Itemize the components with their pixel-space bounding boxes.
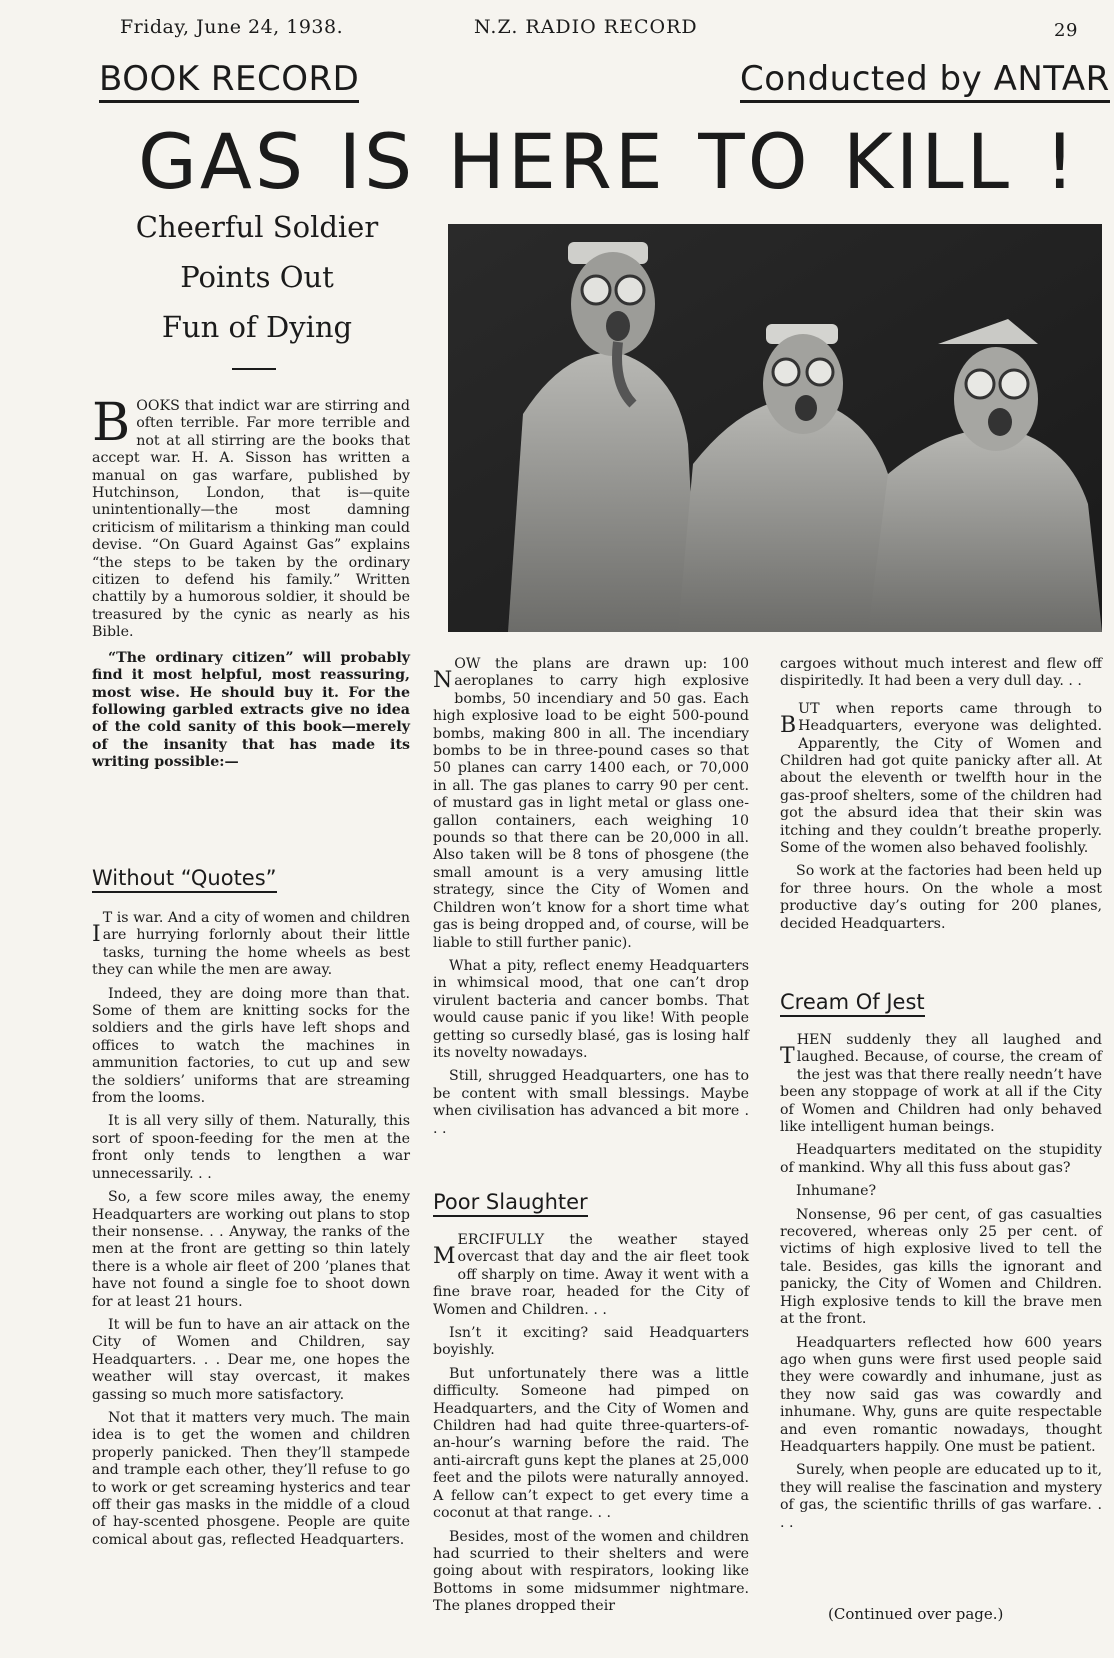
paragraph: N OW the plans are drawn up: 100 aeroplanes to carry high explosive bombs, 50 incendiary and 50 gas. Each high explosive load to be eight 500-pound bombs, making 800 in all. The incendiary bombs to be in three-pound cases so that 50 planes can carry 1400 each, or 70,000 in all. The gas planes to carry 90 per cent. of mustard gas in light metal or glass one-gallon containers, each weighing 10 pounds so that there can be 20,000 in all. Also taken will be 8 tons of phosgene (the small amount is a very amusing little strategy, since the City of Women and Children won’t know for a short time what gas is being dropped and, of course, will be liable to still further panic). <box>433 656 749 951</box>
paragraph: Not that it matters very much. The main idea is to get the women and children properly panicked. Then they’ll stampede and trample each other, they’ll refuse to go to work or get screaming hysterics and tear off their gas masks in the middle of a cloud of hay-scented phosgene. People are quite comical about gas, reflected Headquarters. <box>92 1409 410 1548</box>
paragraph: Indeed, they are doing more than that. Some of them are knitting socks for the soldiers and the girls have left shops and offices to watch the machines in ammunition factories, to cut up and sew the soldiers’ uniforms that are streaming from the looms. <box>92 985 410 1107</box>
paragraph: So work at the factories had been held up for three hours. On the whole a most productive day’s outing for 200 planes, decided Headquarters. <box>780 863 1102 932</box>
subheadline-line: Points Out <box>180 260 334 294</box>
paragraph: Inhumane? <box>796 1183 877 1200</box>
subhead-poor-slaughter: Poor Slaughter <box>433 1190 588 1217</box>
headline-word: ! <box>1044 117 1078 206</box>
intro-bold-paragraph: “The ordinary citizen” will probably find it most helpful, most reassuring, most wise. He should buy it. For the following garbled extracts give no idea of the cold sanity of this book—merely of the insanity that has made its writing possible:— <box>92 649 410 771</box>
drop-cap: B <box>92 393 131 453</box>
photo-image <box>448 224 1102 632</box>
headline-word: GAS <box>138 117 307 206</box>
middle-column <box>433 656 749 1144</box>
section-title: BOOK RECORD <box>99 62 359 103</box>
drop-cap: M <box>433 1244 456 1269</box>
paragraph: So, a few score miles away, the enemy Headquarters are working out plans to stop their nonsense. . . Anyway, the ranks of the men at the front are getting so thin lately there is a whole air fleet of 200 ’planes that have not found a single foe to shoot down for at least 21 hours. <box>92 1189 410 1310</box>
paragraph: cargoes without much interest and flew off dispiritedly. It had been a very dull day. . . <box>780 656 1102 690</box>
paragraph: T HEN suddenly they all laughed and laughed. Because, of course, the cream of the jest was that there really needn’t have been any stoppage of work at all if the City of Women and Children had only behaved like intelligent human beings. <box>780 1032 1102 1136</box>
paragraph: Isn’t it exciting? said Headquarters boyishly. <box>433 1325 749 1359</box>
cream-of-jest-section <box>780 1032 1102 1538</box>
soldiers-in-gas-masks-photo <box>448 224 1102 632</box>
headline-word: IS <box>338 117 416 206</box>
paragraph: M ERCIFULLY the weather stayed overcast that day and the air fleet took off sharply on time. Away it went with a fine brave roar, headed for the City of Women and Children. . . <box>433 1232 749 1318</box>
intro-paragraph: BOOKS that indict war are stirring and often terrible. Far more terrible and not at all stirring are the books that accept war. H. A. Sisson has written a manual on gas warfare, published by Hutchinson, London, that is—quite unintentionally—the most damning criticism of militarism a thinking man could devise. “On Guard Against Gas” explains “the steps to be taken by the ordinary citizen to defend his family.” Written chattily by a humorous soldier, it should be treasured by the cynic as nearly as his Bible. <box>92 393 410 641</box>
paragraph: I T is war. And a city of women and children are hurrying forlornly about their little tasks, turning the home wheels as best they can while the men are away. <box>92 910 410 979</box>
without-quotes-section <box>92 910 410 1555</box>
paragraph: It will be fun to have an air attack on the City of Women and Children, say Headquarters. . . Dear me, one hopes the weather will stay overcast, it makes gassing so much more satisfactory. <box>92 1316 410 1403</box>
paragraph: Surely, when people are educated up to it, they will realise the fascination and mystery of gas, the scientific thrills of gas warfare. . . . <box>780 1462 1102 1531</box>
paragraph: But unfortunately there was a little difficulty. Someone had pimped on Headquarters, and the City of Women and Children had had quite three-quarters-of-an-hour’s warning before the raid. The anti-aircraft guns kept the planes at 25,000 feet and the pilots were naturally annoyed. A fellow can’t expect to get every time a coconut at that range. . . <box>433 1365 749 1522</box>
headline-word: HERE <box>447 117 666 206</box>
headline-word: TO <box>698 117 811 206</box>
paragraph: Besides, most of the women and children had scurried to their shelters and were going about with respirators, looking like Bottoms in some midsummer nightmare. The planes dropped their <box>433 1528 749 1615</box>
drop-cap: I <box>92 922 101 947</box>
paragraph: B UT when reports came through to Headquarters, everyone was delighted. Apparently, the City of Women and Children had got quite panicky after all. At about the eleventh or twelfth hour in the gas-proof shelters, some of the children had got the absurd idea that their skin was itching and they couldn’t breathe properly. Some of the women also behaved foolishly. <box>780 700 1102 857</box>
continued-note: (Continued over page.) <box>828 1605 1004 1623</box>
publication-name: N.Z. RADIO RECORD <box>474 16 698 38</box>
paragraph: Headquarters reflected how 600 years ago when guns were first used people said they were cowardly and inhumane, just as they now said gas was cowardly and inhumane. Why, guns are quite respectable and even romantic nowadays, thought Headquarters happily. One must be patient. <box>780 1334 1102 1455</box>
right-column <box>780 656 1102 939</box>
headline-word: KILL <box>843 117 1012 206</box>
paragraph: Still, shrugged Headquarters, one has to be content with small blessings. Maybe when civilisation has advanced a bit more . . . <box>433 1068 749 1137</box>
drop-cap: N <box>433 668 453 693</box>
paragraph: What a pity, reflect enemy Headquarters in whimsical mood, that one can’t drop virulent bacteria and cancer bombs. That would cause panic if you like! With people getting so cursedly blasé, gas is losing half its novelty nowadays. <box>433 957 749 1061</box>
subhead-cream-of-jest: Cream Of Jest <box>780 990 925 1017</box>
paragraph: Nonsense, 96 per cent, of gas casualties recovered, whereas only 25 per cent. of victims of high explosive lived to tell the tale. Besides, gas kills the ignorant and panicky, the City of Women and Children. High explosive tends to kill the brave men at the front. <box>780 1206 1102 1328</box>
subheadline-line: Fun of Dying <box>161 310 353 344</box>
drop-cap: T <box>780 1044 795 1069</box>
intro-article <box>92 393 410 778</box>
drop-cap: B <box>780 712 797 738</box>
divider <box>232 368 276 370</box>
issue-date: Friday, June 24, 1938. <box>120 16 344 38</box>
paragraph: Headquarters meditated on the stupidity of mankind. Why all this fuss about gas? <box>780 1142 1102 1176</box>
page-number: 29 <box>1054 20 1078 41</box>
byline: Conducted by ANTAR <box>740 62 1110 103</box>
headline <box>138 118 1078 206</box>
poor-slaughter-section <box>433 1232 749 1622</box>
paragraph: It is all very silly of them. Naturally, this sort of spoon-feeding for the men at the front only tends to lengthen a war unnecessarily. . . <box>92 1113 410 1182</box>
subhead-without-quotes: Without “Quotes” <box>92 866 277 893</box>
subheadline-line: Cheerful Soldier <box>135 210 379 244</box>
